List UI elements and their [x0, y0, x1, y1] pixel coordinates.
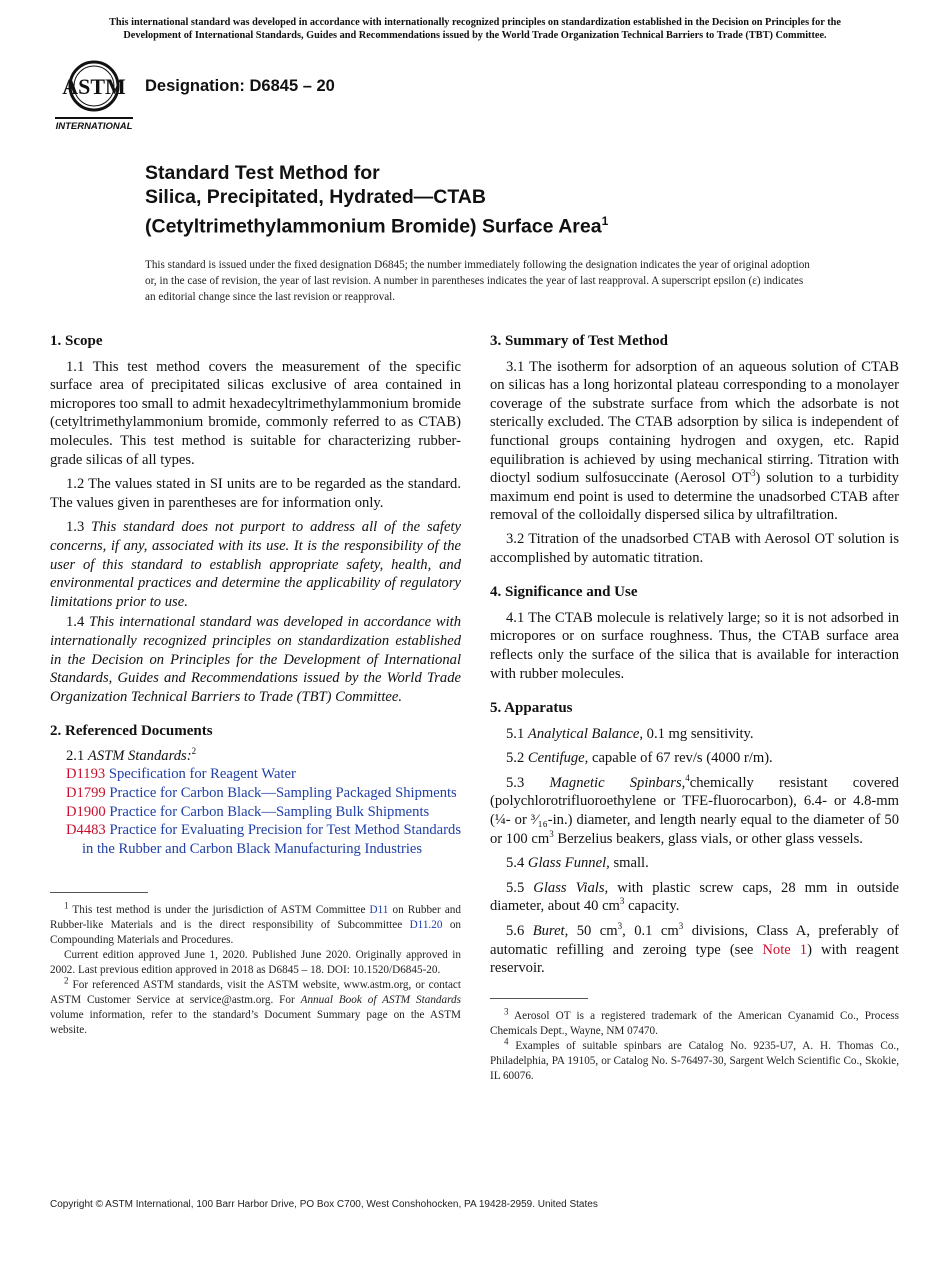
reference-item: [50, 821, 461, 858]
title-line-3: (Cetyltrimethylammonium Bromide) Surface Area$^1$: [145, 214, 609, 238]
footnote-rule: [50, 892, 148, 893]
section-5-3: 5.3 Magnetic Spinbars,$^4$chemically resistant covered (polychlorotrifluoroethylene or TFE-fluorocarbon), 6.4- or 4.8-mm (¼- or ³⁄₁₆-in.) diameter, and length nearly equal to the diameter of 50 or 100 $cm^3$ Berzelius beakers, glass vials, or other glass vessels.: [490, 773, 899, 847]
reference-code-link[interactable]: D1900: [66, 803, 106, 820]
footnote-3: $^3$ Aerosol OT is a registered trademark of the American Cyanamid Co., Process Chemicals Dept., Wayne, NM 07470.: [490, 1006, 899, 1037]
apparatus-heading: 5. Apparatus: [490, 700, 573, 717]
footnote-4: $^4$ Examples of suitable spinbars are Catalog No. 9235-U7, A. H. Thomas Co., Philadelphia, PA 19105, or Catalog No. S-76497-30, Sargent Welch Scientific Co., Skokie, IL 60076.: [490, 1036, 900, 1082]
footnote-1-edition: Current edition approved June 1, 2020. Published June 2020. Originally approved in 2002. Last previous edition approved in 2018 as D6845 – 18. DOI: 10.1520/D6845-20.: [50, 949, 461, 977]
left-column: [50, 332, 461, 1038]
reference-item: [50, 784, 461, 803]
reference-code-link[interactable]: D1799: [66, 785, 106, 802]
reference-code-link[interactable]: D1193: [66, 766, 106, 783]
astm-logo-icon: [53, 56, 135, 132]
section-5-6: 5.6 Buret, 50 $cm^3$, 0.1 $cm^3$ divisions, Class A, preferably of automatic refilling and zeroing type (see Note 1) with reagent reservoir.: [490, 921, 900, 977]
summary-heading: 3. Summary of Test Method: [490, 333, 668, 349]
significance-heading: 4. Significance and Use: [490, 584, 638, 601]
scope-heading: 1. Scope: [50, 333, 103, 349]
title-line-1: Standard Test Method for: [145, 162, 380, 184]
astm-logo: [53, 56, 135, 132]
section-4-1: 4.1 The CTAB molecule is relatively large; so it is not adsorbed in micropores or on surface roughness. Thus, the CTAB surface area reflects only the surface of the silica that is available for interaction with rubber molecules.: [490, 609, 899, 682]
reference-title-link[interactable]: Specification for Reagent Water: [108, 766, 296, 783]
reference-title-link[interactable]: Practice for Evaluating Precision for Test Method Standards in the Rubber and Carbon Black Manufacturing Industries: [82, 822, 461, 857]
reference-title-link[interactable]: Practice for Carbon Black—Sampling Bulk Shipments: [109, 803, 430, 820]
title-footnote-mark: 1: [601, 214, 609, 228]
section-3-2: 3.2 Titration of the unadsorbed CTAB with Aerosol OT solution is accomplished by automatic titration.: [490, 530, 899, 566]
tbt-banner: [50, 16, 900, 42]
designation: Designation: D6845 – 20: [145, 77, 335, 95]
reference-title-link[interactable]: Practice for Carbon Black—Sampling Packaged Shipments: [109, 785, 457, 802]
link-note-1[interactable]: Note 1: [762, 941, 808, 958]
logo-letters: ASTM: [62, 74, 126, 99]
footnote-2: $^2$ For referenced ASTM standards, visit the ASTM website, www.astm.org, or contact ASTM Customer Service at service@astm.org. For Annual Book of ASTM Standards volume information, refer to the standard’s Document Summary page on the ASTM website.: [50, 975, 461, 1037]
section-3-1: 3.1 The isotherm for adsorption of an aqueous solution of CTAB on silicas has a long horizontal plateau corresponding to a monolayer coverage of the substrate surface from which the adsorbate is not sterically excluded. The CTAB adsorption by silica is independent of functional groups containing hydrogen and oxygen, etc. Rapid equilibration is achieved by using mechanical stirring. Titration with dioctyl sodium sulfosuccinate (Aerosol $OT^3$) solution to a turbidity maximum end point is used to determine the unadsorbed CTAB after removal of the colloidally dispersed silica by ultrafiltration.: [490, 358, 899, 524]
section-5-5: 5.5 Glass Vials, with plastic screw caps, 28 mm in outside diameter, about 40 $cm^3$ capacity.: [490, 879, 899, 915]
banner-line-2: Development of International Standards, Guides and Recommendations issued by the World Trade Organization Technical Barriers to Trade (TBT) Committee.: [123, 30, 827, 41]
link-d11[interactable]: D11: [369, 904, 389, 917]
link-d11-20[interactable]: D11.20: [409, 919, 443, 932]
copyright-footer: Copyright © ASTM International, 100 Barr Harbor Drive, PO Box C700, West Conshohocken, PA 19428-2959. United States: [50, 1199, 598, 1210]
section-5-4: 5.4 Glass Funnel, small.: [506, 855, 649, 872]
section-5-1: 5.1 Analytical Balance, 0.1 mg sensitivity.: [506, 725, 754, 742]
reference-item: [50, 765, 461, 784]
banner-line-1: This international standard was developed in accordance with internationally recognized principles on standardization established in the Decision on Principles for the: [109, 17, 841, 28]
refdocs-heading: 2. Referenced Documents: [50, 723, 213, 740]
section-1-1: 1.1 This test method covers the measurement of the specific surface area of precipitated silicas exclusive of area contained in micropores too small to admit hexadecyltrimethylammonium bromide (cetyltrimethylammonium bromide, commonly referred to as CTAB) molecules. This test method is suitable for characterizing rubber-grade silicas of all types.: [50, 358, 461, 468]
section-2-1: 2.1 ASTM Standards:$^2$: [66, 746, 197, 764]
reference-list: [50, 765, 461, 858]
section-5-2: 5.2 Centifuge, capable of 67 rev/s (4000 r/m).: [506, 750, 773, 767]
right-footnotes: [490, 1006, 900, 1084]
section-1-3: 1.3 This standard does not purport to address all of the safety concerns, if any, associated with its use. It is the responsibility of the user of this standard to establish appropriate safety, health, and environmental practices and determine the applicability of regulatory limitations prior to use.: [50, 519, 461, 610]
logo-wordmark: INTERNATIONAL: [55, 121, 133, 132]
section-1-2: 1.2 The values stated in SI units are to be regarded as the standard. The values given in parentheses are for information only.: [50, 476, 461, 511]
preamble: This standard is issued under the fixed designation D6845; the number immediately following the designation indicates the year of original adoption or, in the case of revision, the year of last revision. A number in parentheses indicates the year of last reapproval. A superscript epsilon (ε) indicates an editorial change since the last revision or reapproval.: [145, 259, 810, 303]
title-line-2: Silica, Precipitated, Hydrated—CTAB: [145, 186, 486, 208]
right-footnote-rule: [490, 998, 588, 999]
left-footnotes: [50, 900, 461, 1038]
footnote-1: $^1$ This test method is under the jurisdiction of ASTM Committee D11 on Rubber and Rubber-like Materials and is the direct responsibility of Subcommittee D11.20 on Compounding Materials and Procedures.: [50, 900, 461, 947]
right-column: [490, 332, 899, 1084]
document-title: [145, 161, 845, 239]
section-1-4: 1.4 This international standard was developed in accordance with internationally recognized principles on standardization established in the Decision on Principles for the Development of International Standards, Guides and Recommendations issued by the World Trade Organization Technical Barriers to Trade (TBT) Committee.: [50, 614, 462, 705]
reference-item: [50, 803, 461, 822]
reference-code-link[interactable]: D4483: [66, 822, 106, 839]
